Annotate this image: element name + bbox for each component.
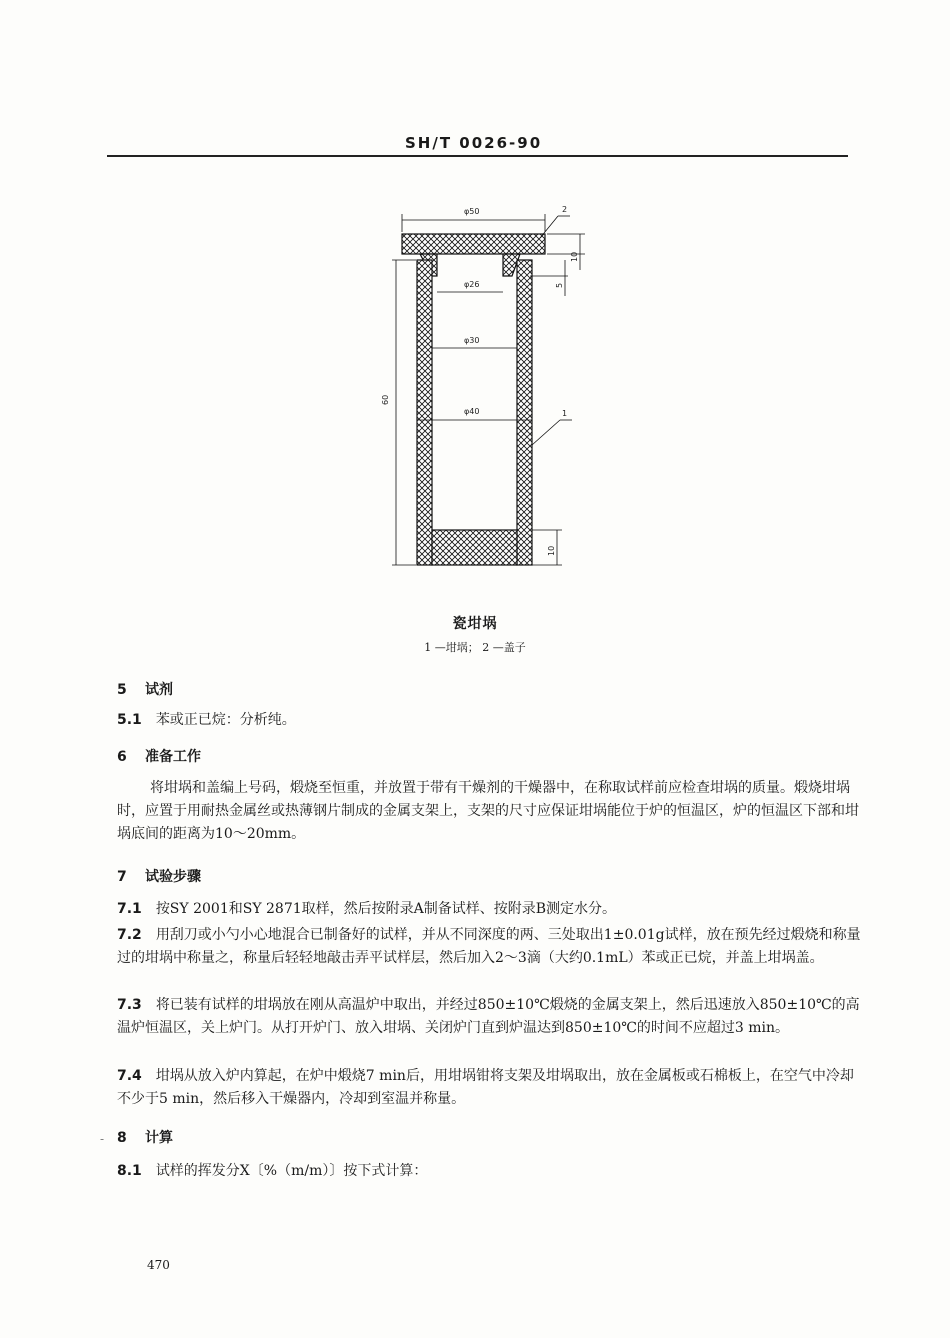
section-title: 计算 [145, 1130, 173, 1146]
clause-number: 7.4 [117, 1068, 142, 1084]
dim-h5: 5 [555, 282, 564, 288]
section-number: 7 [117, 869, 127, 885]
section-6-paragraph: 将坩埚和盖编上号码，煅烧至恒重，并放置于带有干燥剂的干燥器中，在称取试样前应检查坩埚的质量。煅烧坩埚时，应置于用耐热金属丝或热薄钢片制成的金属支架上，支架的尺寸应保证坩埚能位于炉的恒温区，炉的恒温区下部和坩埚底间的距离为10～20mm。 [117, 780, 859, 842]
clause-number: 5.1 [117, 712, 142, 728]
label-lid: 2 [562, 205, 568, 214]
figure-legend: 1 —坩埚； 2 —盖子 [424, 641, 526, 654]
margin-mark: - [100, 1132, 105, 1146]
crucible-drawing [380, 200, 600, 580]
clause-number: 7.1 [117, 901, 142, 917]
lid-top [402, 234, 545, 254]
crucible-left-wall [417, 260, 432, 565]
clause-number: 8.1 [117, 1163, 142, 1179]
clause-text: 用刮刀或小勺小心地混合已制备好的试样，并从不同深度的两、三处取出1±0.01g试样，放在预先经过煅烧和称量过的坩埚中称量之，称量后轻轻地敲击弄平试样层，然后加入2～3滴（大约0.1mL）苯或正已烷，并盖上坩埚盖。 [117, 927, 861, 966]
clause-8-1 [117, 1160, 865, 1183]
section-title: 试剂 [145, 682, 173, 698]
dim-h10-top: 10 [570, 251, 579, 262]
dim-d30: φ30 [464, 336, 480, 345]
crucible-figure [380, 200, 600, 580]
section-7-heading [117, 866, 201, 886]
section-title: 准备工作 [145, 749, 201, 765]
clause-number: 7.3 [117, 997, 142, 1013]
header-rule [107, 155, 848, 157]
clause-text: 试样的挥发分X〔%（m/m）〕按下式计算： [155, 1163, 428, 1179]
clause-7-4 [117, 1065, 865, 1111]
section-title: 试验步骤 [145, 869, 201, 885]
clause-7-1 [117, 898, 865, 921]
dim-h10-bottom: 10 [547, 545, 556, 556]
crucible-right-wall [517, 260, 532, 565]
clause-7-2 [117, 924, 865, 970]
label-crucible: 1 [562, 409, 568, 418]
clause-7-3 [117, 994, 865, 1040]
clause-text: 苯或正已烷：分析纯。 [155, 712, 296, 728]
clause-number: 7.2 [117, 927, 142, 943]
section-number: 6 [117, 749, 127, 765]
clause-text: 将已装有试样的坩埚放在刚从高温炉中取出，并经过850±10℃煅烧的金属支架上，然后迅速放入850±10℃的高温炉恒温区，关上炉门。从打开炉门、放入坩埚、关闭炉门直到炉温达到850±10℃的时间不应超过3 min。 [117, 997, 860, 1036]
clause-text: 按SY 2001和SY 2871取样，然后按附录A制备试样、按附录B测定水分。 [155, 901, 617, 917]
dim-h60: 60 [381, 394, 390, 405]
clause-5-1 [117, 709, 865, 732]
dim-d50: φ50 [464, 207, 480, 216]
dim-d26: φ26 [464, 280, 480, 289]
clause-text: 坩埚从放入炉内算起，在炉中煅烧7 min后，用坩埚钳将支架及坩埚取出，放在金属板或石棉板上，在空气中冷却不少于5 min，然后移入干燥器内，冷却到室温并称量。 [117, 1068, 854, 1107]
figure-title: 瓷坩埚 [452, 616, 498, 632]
section-8-heading [117, 1127, 173, 1147]
section-6-heading [117, 746, 201, 766]
page-number: 470 [147, 1258, 170, 1272]
dim-d40: φ40 [464, 407, 480, 416]
standard-code-header: SH/T 0026-90 [405, 134, 543, 152]
section-number: 5 [117, 682, 127, 698]
section-number: 8 [117, 1130, 127, 1146]
crucible-bottom [432, 530, 517, 565]
section-5-heading [117, 679, 173, 699]
